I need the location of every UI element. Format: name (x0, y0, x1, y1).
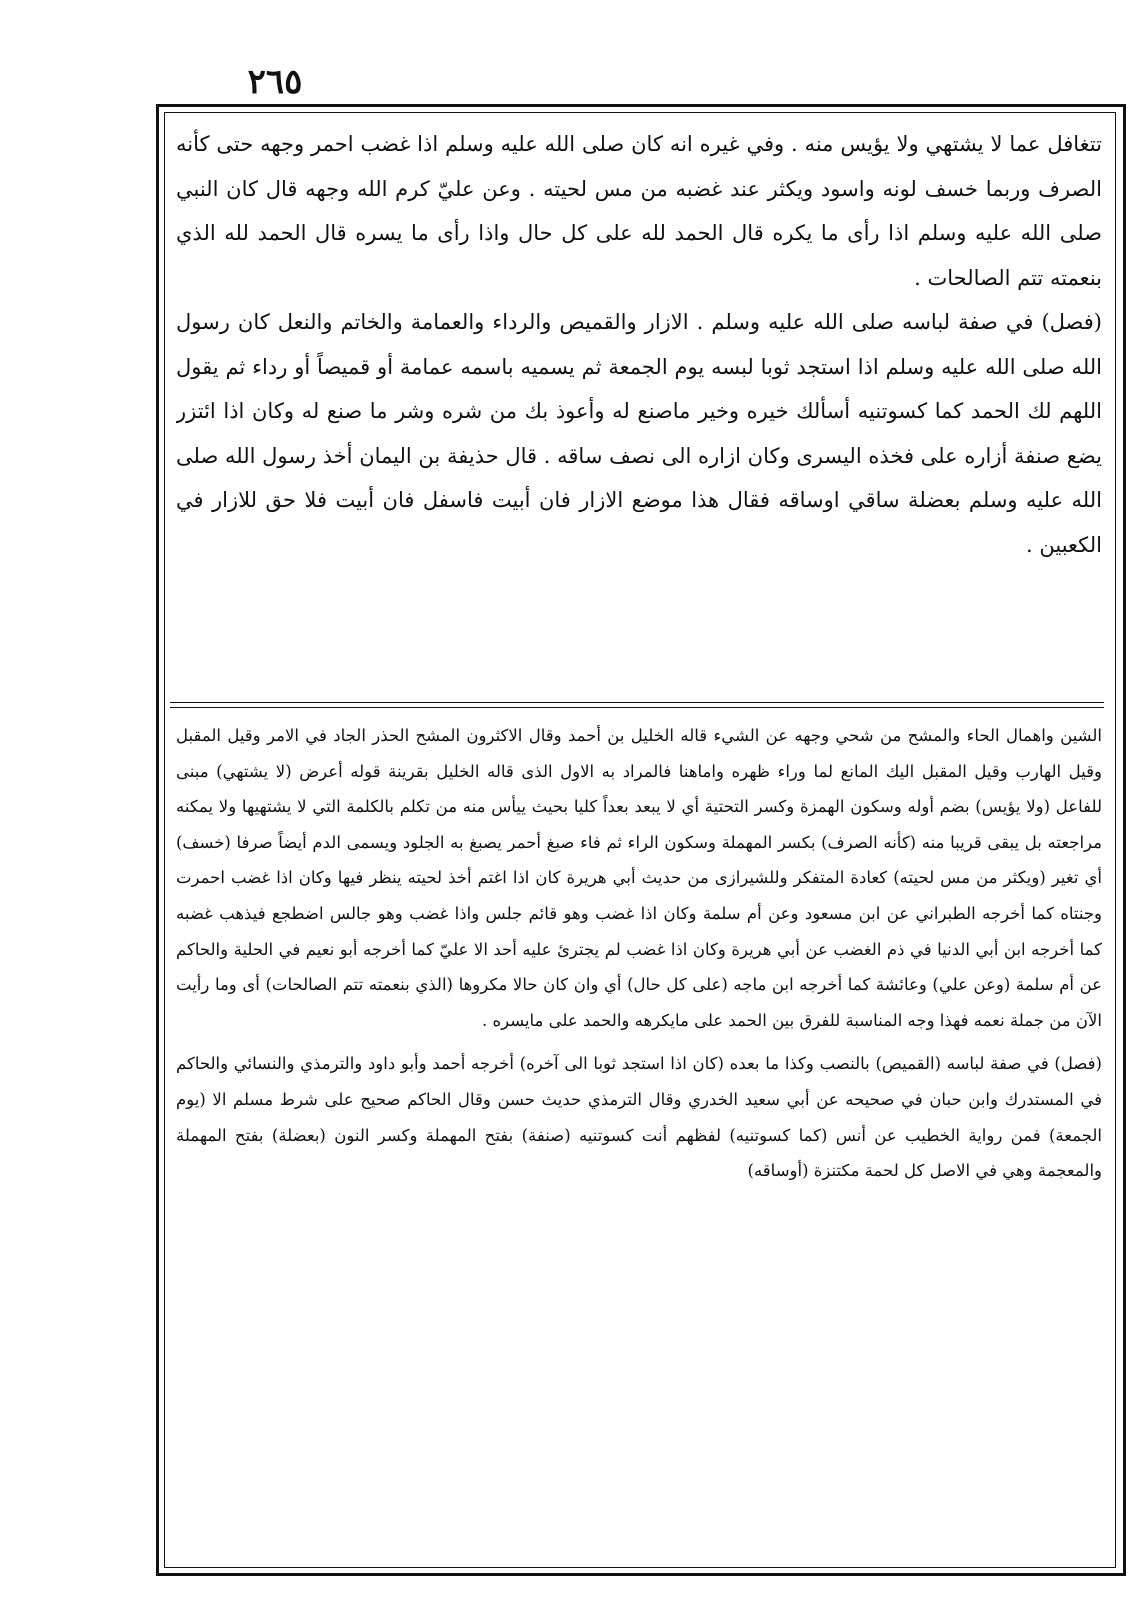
main-paragraph-2: (فصل) في صفة لباسه صلى الله عليه وسلم . الازار والقميص والرداء والعمامة والخاتم والنعل كان رسول الله صلى الله عليه وسلم اذا استجد ثوبا لبسه يوم الجمعة ثم يسميه باسمه عمامة أو قميصاً أو رداء ثم يقول اللهم لك الحمد كما كسوتنيه أسألك خيره وخير ماصنع له وأعوذ بك من شره وشر ما صنع له وكان اذا ائتزر يضع صنفة أزاره على فخذه اليسرى وكان ازاره الى نصف ساقه . قال حذيفة بن اليمان أخذ رسول الله صلى الله عليه وسلم بعضلة ساقي اوساقه فقال هذا موضع الازار فان أبيت فاسفل فان أبيت فلا حق للازار في الكعبين . (176, 310, 1102, 557)
footnote-paragraph-2: (فصل) في صفة لباسه (القميص) بالنصب وكذا ما بعده (كان اذا استجد ثوبا الى آخره) أخرجه أحمد وأبو داود والترمذي والنسائي والحاكم في المستدرك وابن حبان في صحيحه عن أبي سعيد الخدري وقال الترمذي حديث حسن وقال الحاكم صحيح على شرط مسلم الا (يوم الجمعة) فمن رواية الخطيب عن أنس (كما كسوتنيه) لفظهم أنت كسوتنيه (صنفة) بفتح المهملة وكسر النون (بعضلة) بفتح المهملة والمعجمة وهي في الاصل كل لحمة مكتنزة (أوساقه) (176, 1054, 1102, 1181)
footnote-text-block (176, 718, 1102, 1564)
footnote-divider-bottom (170, 707, 1104, 708)
main-paragraph-1: تتغافل عما لا يشتهي ولا يؤيس منه . وفي غيره انه كان صلى الله عليه وسلم اذا غضب احمر وجهه حتى كأنه الصرف وربما خسف لونه واسود ويكثر عند غضبه من مس لحيته . وعن عليّ كرم الله وجهه قال كان النبي صلى الله عليه وسلم اذا رأى ما يكره قال الحمد لله على كل حال واذا رأى ما يسره قال الحمد لله الذي بنعمته تتم الصالحات . (176, 132, 1102, 290)
footnote-divider-top (170, 702, 1104, 703)
page-number: ٢٦٥ (247, 62, 303, 102)
main-text-block (176, 122, 1102, 702)
footnote-paragraph-1: الشين واهمال الحاء والمشح من شحي وجهه عن الشيء قاله الخليل بن أحمد وقال الاكثرون المشح الحذر الجاد في الامر وقيل المقبل وقيل الهارب وقيل المقبل اليك المانع لما وراء ظهره واماهنا فالمراد به الاول الذى قاله الخليل بقرينة قوله أعرض (لا يشتهي) مبنى للفاعل (ولا يؤيس) بضم أوله وسكون الهمزة وكسر التحتية أي لا يبعد بعداً كليا بحيث ييأس منه من تكلم بالكلمة التي لا يشتهيها ولا يمكنه مراجعته بل يبقى قريبا منه (كأنه الصرف) بكسر المهملة وسكون الراء ثم فاء صبغ أحمر يصبغ به الجلود ويسمى الدم أيضاً صرفا (خسف) أي تغير (ويكثر من مس لحيته) كعادة المتفكر وللشيرازى من حديث أبي هريرة كان اذا اغتم أخذ لحيته ينظر فيها وكان اذا غضب احمرت وجنتاه كما أخرجه الطبراني عن ابن مسعود وعن أم سلمة وكان اذا غضب وهو قائم جلس واذا غضب وهو جالس اضطجع فيذهب غضبه كما أخرجه ابن أبي الدنيا في ذم الغضب عن أبي هريرة وكان اذا غضب لم يجترئ عليه أحد الا عليّ كما أخرجه أبو نعيم في الحلية والحاكم عن أم سلمة (وعن علي) وعائشة كما أخرجه ابن ماجه (على كل حال) أي وان كان حالا مكروها (الذي بنعمته تتم الصالحات) أى وما رأيت الآن من جملة نعمه فهذا وجه المناسبة للفرق بين الحمد على مايكرهه والحمد على مايسره . (176, 726, 1102, 1030)
